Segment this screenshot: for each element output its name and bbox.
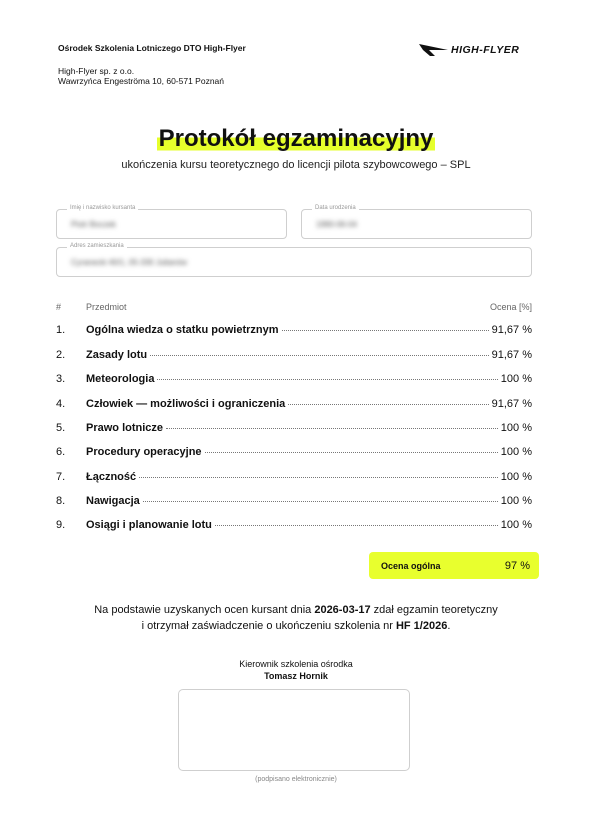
row-number: 6. — [56, 446, 66, 458]
row-number: 7. — [56, 471, 66, 483]
student-name-label: Imię i nazwisko kursanta — [67, 205, 138, 211]
column-grade-header: Ocena [%] — [489, 302, 532, 312]
grade-row — [56, 471, 532, 485]
document-title: Protokół egzaminacyjny — [158, 125, 434, 152]
signature-note: (podpisano elektronicznie) — [255, 776, 337, 783]
signature-box — [178, 689, 410, 771]
leader-dots — [150, 355, 489, 356]
birth-date-value: 1990-06-04 — [316, 220, 357, 229]
row-grade: 91,67 % — [491, 398, 532, 410]
grade-row — [56, 373, 532, 387]
row-subject: Osiągi i planowanie lotu — [86, 519, 212, 531]
row-number: 9. — [56, 519, 66, 531]
grade-row — [56, 398, 532, 412]
row-number: 8. — [56, 495, 66, 507]
statement-text: Na podstawie uzyskanych ocen kursant dnia — [94, 604, 315, 616]
row-subject: Meteorologia — [86, 373, 155, 385]
grade-row — [56, 519, 532, 533]
overall-grade-value: 97 % — [504, 559, 530, 572]
row-subject: Prawo lotnicze — [86, 422, 164, 434]
leader-dots — [166, 428, 498, 429]
grade-row — [56, 324, 532, 338]
org-name: Ośrodek Szkolenia Lotniczego DTO High-Flyer — [58, 43, 246, 53]
row-grade: 91,67 % — [491, 324, 532, 336]
company-name: High-Flyer sp. z o.o. — [58, 66, 135, 76]
address-field — [56, 243, 532, 277]
row-grade: 100 % — [500, 471, 532, 483]
exam-date: 2026-03-17 — [314, 604, 371, 616]
grade-row — [56, 349, 532, 363]
row-number: 2. — [56, 349, 66, 361]
leader-dots — [205, 452, 498, 453]
student-name-value: Piotr Boczek — [71, 220, 116, 229]
row-subject: Procedury operacyjne — [86, 446, 202, 458]
wing-logo-icon — [419, 43, 449, 57]
student-name-field — [56, 205, 287, 239]
row-grade: 100 % — [500, 446, 532, 458]
row-subject: Nawigacja — [86, 495, 140, 507]
grade-row — [56, 495, 532, 509]
row-number: 3. — [56, 373, 66, 385]
column-subject-header: Przedmiot — [86, 302, 127, 312]
leader-dots — [288, 404, 488, 405]
statement-line-2 — [0, 620, 592, 632]
row-number: 1. — [56, 324, 66, 336]
leader-dots — [143, 501, 498, 502]
leader-dots — [157, 379, 497, 380]
row-subject: Ogólna wiedza o statku powietrznym — [86, 324, 279, 336]
birth-date-field — [301, 205, 532, 239]
brand-logo — [419, 41, 519, 59]
logo-text: HIGH-FLYER — [451, 44, 520, 56]
row-grade: 100 % — [500, 373, 532, 385]
row-grade: 100 % — [500, 519, 532, 531]
overall-grade-badge — [369, 552, 539, 579]
row-subject: Zasady lotu — [86, 349, 148, 361]
row-subject: Łączność — [86, 471, 137, 483]
statement-line-1 — [0, 604, 592, 616]
statement-text: i otrzymał zaświadczenie o ukończeniu szkolenia nr — [141, 620, 396, 632]
grade-row — [56, 446, 532, 460]
column-number-header: # — [56, 302, 62, 312]
row-subject: Człowiek — możliwości i ograniczenia — [86, 398, 286, 410]
address-label: Adres zamieszkania — [67, 243, 127, 249]
document-subtitle: ukończenia kursu teoretycznego do licencji pilota szybowcowego – SPL — [121, 159, 471, 171]
statement-text: . — [447, 620, 451, 632]
signatory-title: Kierownik szkolenia ośrodka — [239, 659, 353, 669]
row-grade: 100 % — [500, 495, 532, 507]
statement-text: zdał egzamin teoretyczny — [370, 604, 498, 616]
address-value: Cyranecki 40/1, 05-330 Julianów — [71, 258, 188, 267]
signatory-name: Tomasz Hornik — [264, 671, 328, 681]
row-grade: 100 % — [500, 422, 532, 434]
leader-dots — [282, 330, 489, 331]
leader-dots — [215, 525, 498, 526]
leader-dots — [139, 477, 498, 478]
birth-date-label: Data urodzenia — [312, 205, 359, 211]
grade-row — [56, 422, 532, 436]
certificate-number: HF 1/2026 — [395, 620, 448, 632]
row-number: 4. — [56, 398, 66, 410]
company-address: Wawrzyńca Engeströma 10, 60-571 Poznań — [58, 76, 224, 86]
row-grade: 91,67 % — [491, 349, 532, 361]
overall-grade-label: Ocena ogólna — [381, 560, 441, 571]
row-number: 5. — [56, 422, 66, 434]
